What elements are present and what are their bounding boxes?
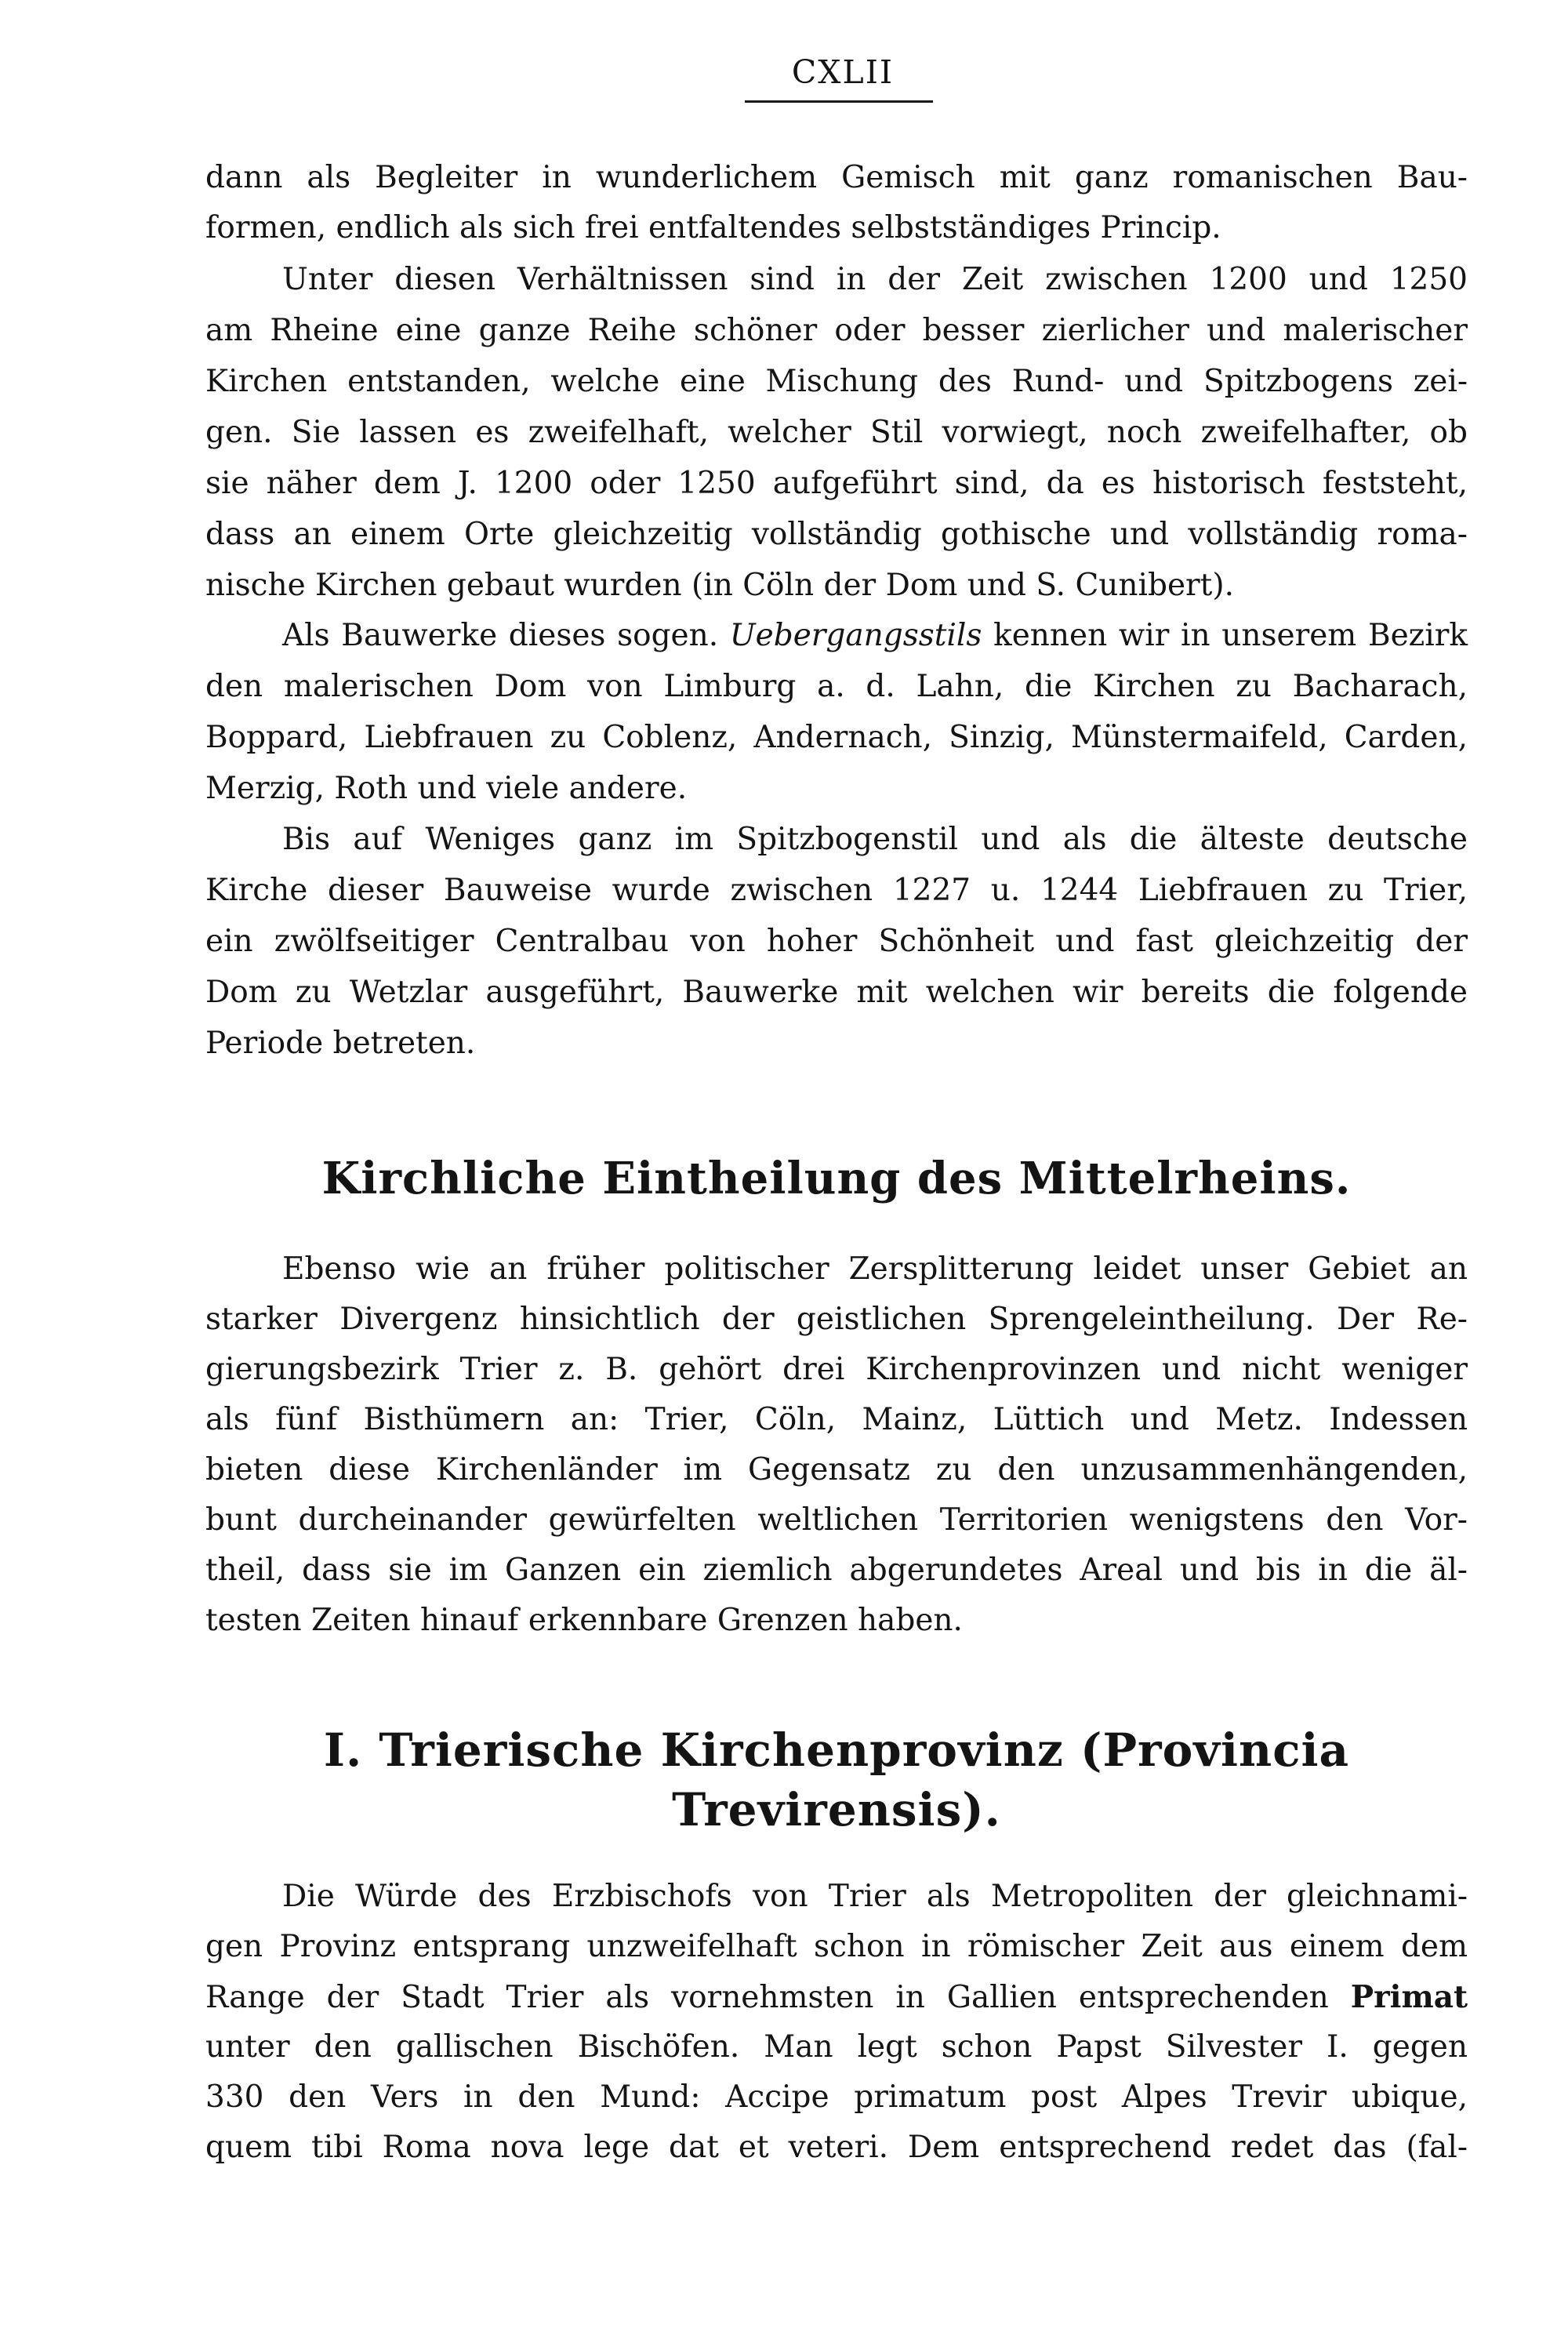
heading-line: Trevirensis).	[672, 1783, 1001, 1836]
text-line: gen. Sie lassen es zweifelhaft, welcher Stil vorwiegt, noch zweifelhafter, ob	[205, 415, 1468, 450]
italic-term: Uebergangsstils	[729, 618, 982, 653]
text-line: Merzig, Roth und viele andere.	[205, 771, 688, 806]
text-line: Die Würde des Erzbischofs von Trier als Metropoliten der gleichnami-	[282, 1879, 1468, 1914]
text-line: bieten diese Kirchenländer im Gegensatz zu den unzusammenhängenden,	[205, 1452, 1468, 1487]
text-line	[282, 613, 1468, 659]
text-line: bunt durcheinander gewürfelten weltlichen Territorien wenigstens den Vor-	[205, 1502, 1468, 1538]
heading-line: I. Trierische Kirchenprovinz (Provincia	[323, 1723, 1350, 1777]
text-run: Als Bauwerke dieses sogen.	[282, 618, 719, 653]
bold-term: Primat	[1350, 1979, 1468, 2015]
section-heading-trierische-kirchenprovinz	[205, 1723, 1468, 1836]
text-line: Boppard, Liebfrauen zu Coblenz, Andernach, Sinzig, Münstermaifeld, Carden,	[205, 720, 1468, 755]
text-line: Kirchen entstanden, welche eine Mischung des Rund- und Spitzbogens zei-	[205, 364, 1468, 399]
text-line: 330 den Vers in den Mund: Accipe primatum post Alpes Trevir ubique,	[205, 2079, 1468, 2115]
running-head-rule	[745, 100, 933, 103]
text-line: starker Divergenz hinsichtlich der geistlichen Sprengeleintheilung. Der Re-	[205, 1302, 1468, 1337]
text-line: Periode betreten.	[205, 1026, 476, 1061]
text-line: theil, dass sie im Ganzen ein ziemlich abgerundetes Areal und bis in die äl-	[205, 1553, 1468, 1588]
text-line: testen Zeiten hinauf erkennbare Grenzen haben.	[205, 1603, 963, 1638]
text-line: gierungsbezirk Trier z. B. gehört drei Kirchenprovinzen und nicht weniger	[205, 1352, 1468, 1387]
text-line: Unter diesen Verhältnissen sind in der Zeit zwischen 1200 und 1250	[282, 262, 1468, 297]
text-line	[205, 1974, 1468, 2020]
text-line: Ebenso wie an früher politischer Zersplitterung leidet unser Gebiet an	[282, 1251, 1468, 1287]
text-line: den malerischen Dom von Limburg a. d. Lahn, die Kirchen zu Bacharach,	[205, 669, 1468, 704]
text-run: Range der Stadt Trier als vornehmsten in Gallien entsprechenden	[205, 1980, 1329, 2015]
text-line: dass an einem Orte gleichzeitig vollständig gothische und vollständig roma-	[205, 517, 1468, 552]
text-line: ein zwölfseitiger Centralbau von hoher Schönheit und fast gleichzeitig der	[205, 924, 1468, 959]
text-line: gen Provinz entsprang unzweifelhaft schon in römischer Zeit aus einem dem	[205, 1929, 1468, 1964]
text-line: dann als Begleiter in wunderlichem Gemisch mit ganz romanischen Bau-	[205, 160, 1468, 195]
section-heading: Kirchliche Eintheilung des Mittelrheins.	[321, 1153, 1352, 1204]
text-line: Dom zu Wetzlar ausgeführt, Bauwerke mit welchen wir bereits die folgende	[205, 975, 1468, 1010]
text-line: nische Kirchen gebaut wurden (in Cöln der Dom und S. Cunibert).	[205, 568, 1234, 603]
text-line: sie näher dem J. 1200 oder 1250 aufgeführt sind, da es historisch feststeht,	[205, 466, 1468, 501]
text-run: kennen wir in unserem Bezirk	[993, 618, 1468, 653]
running-head-page-number: CXLII	[791, 53, 895, 91]
text-line: unter den gallischen Bischöfen. Man legt schon Papst Silvester I. gegen	[205, 2029, 1468, 2065]
text-line: Bis auf Weniges ganz im Spitzbogenstil und als die älteste deutsche	[282, 822, 1468, 857]
text-line: als fünf Bisthümern an: Trier, Cöln, Mainz, Lüttich und Metz. Indessen	[205, 1402, 1468, 1437]
text-line: formen, endlich als sich frei entfaltendes selbstständiges Princip.	[205, 210, 1221, 245]
text-line: Kirche dieser Bauweise wurde zwischen 1227 u. 1244 Liebfrauen zu Trier,	[205, 873, 1468, 908]
text-line: quem tibi Roma nova lege dat et veteri. Dem entsprechend redet das (fal-	[205, 2130, 1468, 2165]
text-line: am Rheine eine ganze Reihe schöner oder besser zierlicher und malerischer	[205, 313, 1468, 348]
